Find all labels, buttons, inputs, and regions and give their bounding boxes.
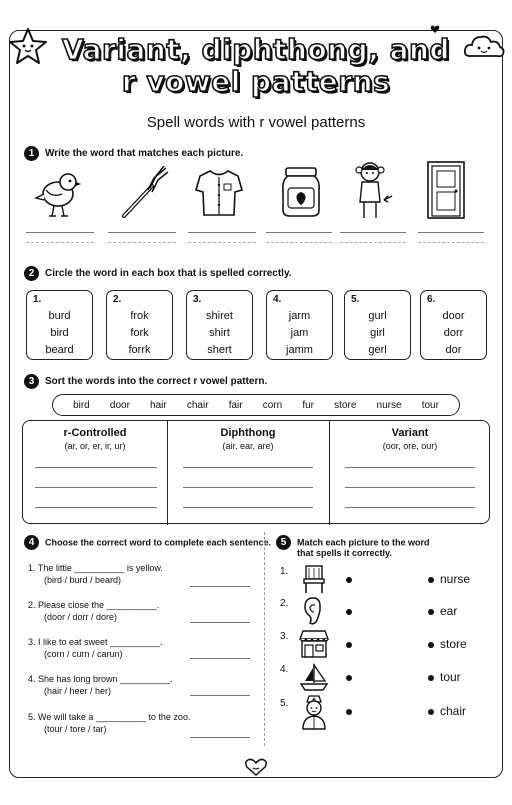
match-dot-left[interactable] bbox=[346, 609, 352, 615]
word-choice[interactable]: gerl bbox=[368, 344, 387, 356]
word-choice[interactable]: dorr bbox=[443, 327, 464, 339]
box-number: 4. bbox=[273, 294, 282, 305]
word-choice[interactable]: door bbox=[442, 310, 465, 322]
section-number-badge: 3 bbox=[24, 374, 39, 389]
section-1-heading bbox=[24, 146, 243, 161]
word-choice[interactable]: shirt bbox=[209, 327, 230, 339]
match-row bbox=[280, 631, 490, 661]
word-choice-box bbox=[420, 290, 487, 360]
sort-column-diphthong bbox=[167, 421, 329, 525]
sentence-options: (corn / curn / carun) bbox=[44, 649, 123, 659]
sentence-text: 3. I like to eat sweet __________. bbox=[28, 637, 163, 647]
bird-icon bbox=[34, 166, 82, 220]
match-number: 3. bbox=[280, 631, 289, 642]
word-choice-box bbox=[344, 290, 411, 360]
title-line-2: r vowel patterns bbox=[121, 65, 391, 98]
word-bank-item: nurse bbox=[376, 399, 402, 411]
answer-guide bbox=[340, 242, 406, 243]
match-dot-left[interactable] bbox=[346, 642, 352, 648]
answer-line[interactable] bbox=[35, 487, 157, 488]
page-title bbox=[40, 34, 472, 98]
section-4-heading bbox=[24, 535, 271, 550]
word-choice[interactable]: bird bbox=[50, 327, 69, 339]
word-choice-box bbox=[26, 290, 93, 360]
column-heading: Variant bbox=[391, 427, 429, 439]
word-bank-item: store bbox=[334, 399, 357, 411]
match-dot-right[interactable] bbox=[428, 642, 434, 648]
jam-jar-icon bbox=[280, 166, 322, 218]
answer-line[interactable] bbox=[26, 232, 94, 233]
match-word: ear bbox=[440, 604, 458, 618]
match-dot-right[interactable] bbox=[428, 609, 434, 615]
heart-icon bbox=[244, 757, 268, 777]
word-bank-item: door bbox=[109, 399, 130, 411]
word-choice[interactable]: dor bbox=[445, 344, 462, 356]
match-word: chair bbox=[440, 704, 467, 718]
ear-icon bbox=[302, 596, 326, 626]
answer-guide bbox=[418, 242, 484, 243]
sentence-text: 2. Please close the __________. bbox=[28, 600, 160, 610]
sentence-item bbox=[28, 674, 173, 696]
store-icon bbox=[298, 629, 330, 659]
sentence-options: (door / dorr / dore) bbox=[44, 612, 118, 622]
match-number: 4. bbox=[280, 664, 289, 675]
boat-icon bbox=[298, 662, 330, 692]
answer-line[interactable] bbox=[266, 232, 332, 233]
column-patterns: (air, ear, are) bbox=[222, 441, 274, 451]
section-5-instruction: Match each picture to the word bbox=[297, 537, 430, 548]
answer-line[interactable] bbox=[108, 232, 176, 233]
word-choice[interactable]: shert bbox=[207, 344, 232, 356]
word-bank-item: hair bbox=[150, 399, 167, 411]
section-3-instruction: Sort the words into the correct r vowel pattern. bbox=[45, 376, 268, 387]
nurse-icon bbox=[298, 694, 330, 730]
word-choice-box bbox=[266, 290, 333, 360]
sentence-options: (tour / tore / tar) bbox=[44, 724, 107, 734]
word-choice[interactable]: frok bbox=[130, 310, 149, 322]
word-bank-item: fair bbox=[228, 399, 243, 411]
sort-table bbox=[22, 420, 490, 524]
column-patterns: (ar, or, er, ir, ur) bbox=[64, 441, 126, 451]
match-number: 2. bbox=[280, 598, 289, 609]
match-dot-left[interactable] bbox=[346, 577, 352, 583]
answer-line[interactable] bbox=[183, 507, 313, 508]
word-choice[interactable]: jarm bbox=[288, 310, 311, 322]
match-dot-right[interactable] bbox=[428, 709, 434, 715]
word-choice-box bbox=[186, 290, 253, 360]
answer-line[interactable] bbox=[345, 487, 475, 488]
column-patterns: (oor, ore, our) bbox=[382, 441, 438, 451]
answer-guide bbox=[26, 242, 94, 243]
word-choice[interactable]: shiret bbox=[206, 310, 233, 322]
answer-line[interactable] bbox=[190, 737, 250, 738]
match-row bbox=[280, 598, 490, 628]
match-word: nurse bbox=[440, 572, 471, 586]
girl-icon bbox=[348, 160, 404, 222]
sentence-text: 4. She has long brown __________. bbox=[28, 674, 173, 684]
word-choice[interactable]: gurl bbox=[368, 310, 387, 322]
match-row bbox=[280, 664, 490, 694]
word-choice-box bbox=[106, 290, 173, 360]
answer-guide bbox=[188, 242, 256, 243]
section-3-heading bbox=[24, 374, 267, 389]
answer-line[interactable] bbox=[35, 467, 157, 468]
sentence-text: 1. The little __________ is yellow. bbox=[28, 563, 163, 573]
sentence-options: (bird / burd / beard) bbox=[44, 575, 122, 585]
section-1-instruction: Write the word that matches each picture. bbox=[45, 148, 244, 159]
word-choice[interactable]: girl bbox=[370, 327, 385, 339]
sentence-item bbox=[28, 563, 163, 585]
column-heading: Diphthong bbox=[220, 427, 276, 439]
section-2-heading bbox=[24, 266, 292, 281]
answer-line[interactable] bbox=[340, 232, 406, 233]
box-number: 6. bbox=[427, 294, 436, 305]
word-bank-item: bird bbox=[73, 399, 90, 411]
answer-line[interactable] bbox=[418, 232, 484, 233]
match-dot-right[interactable] bbox=[428, 675, 434, 681]
section-number-badge: 2 bbox=[24, 266, 39, 281]
section-divider bbox=[264, 532, 265, 746]
door-icon bbox=[426, 160, 466, 220]
subtitle: Spell words with r vowel patterns bbox=[146, 114, 366, 131]
match-dot-right[interactable] bbox=[428, 577, 434, 583]
section-number-badge: 1 bbox=[24, 146, 39, 161]
answer-line[interactable] bbox=[190, 695, 250, 696]
sort-column-r-controlled bbox=[23, 421, 167, 525]
column-heading: r-Controlled bbox=[63, 427, 127, 439]
section-number-badge: 5 bbox=[276, 535, 291, 550]
box-number: 1. bbox=[33, 294, 42, 305]
match-dot-left[interactable] bbox=[346, 709, 352, 715]
match-word: tour bbox=[440, 670, 461, 684]
sentence-item bbox=[28, 637, 163, 659]
word-choice[interactable]: forrk bbox=[128, 344, 151, 356]
word-bank-item: corn bbox=[262, 399, 283, 411]
box-number: 5. bbox=[351, 294, 360, 305]
match-dot-left[interactable] bbox=[346, 675, 352, 681]
word-bank bbox=[52, 394, 460, 416]
word-choice[interactable]: jamm bbox=[286, 344, 313, 356]
word-bank-item: tour bbox=[421, 399, 439, 411]
sort-column-variant bbox=[329, 421, 491, 525]
word-choice[interactable]: fork bbox=[130, 327, 149, 339]
section-2-instruction: Circle the word in each box that is spelled correctly. bbox=[45, 268, 292, 279]
sentence-item bbox=[28, 600, 159, 622]
answer-line[interactable] bbox=[35, 507, 157, 508]
match-word: store bbox=[440, 637, 467, 651]
word-bank-item: chair bbox=[186, 399, 209, 411]
answer-line[interactable] bbox=[188, 232, 256, 233]
answer-line[interactable] bbox=[345, 507, 475, 508]
sentence-text: 5. We will take a __________ to the zoo. bbox=[28, 712, 191, 722]
match-row bbox=[280, 566, 490, 596]
box-number: 2. bbox=[113, 294, 122, 305]
sentence-options: (hair / heer / her) bbox=[44, 686, 112, 696]
section-5-instruction-line-2: that spells it correctly. bbox=[297, 548, 392, 558]
answer-guide bbox=[108, 242, 176, 243]
word-choice[interactable]: beard bbox=[45, 344, 74, 356]
match-row bbox=[280, 698, 490, 728]
answer-line[interactable] bbox=[190, 622, 250, 623]
box-number: 3. bbox=[193, 294, 202, 305]
fork-icon bbox=[118, 166, 170, 220]
answer-line[interactable] bbox=[183, 467, 313, 468]
shirt-icon bbox=[194, 168, 244, 218]
match-number: 5. bbox=[280, 698, 289, 709]
answer-guide bbox=[266, 242, 332, 243]
answer-line[interactable] bbox=[190, 658, 250, 659]
answer-line[interactable] bbox=[190, 586, 250, 587]
section-number-badge: 4 bbox=[24, 535, 39, 550]
section-4-instruction: Choose the correct word to complete each sentence. bbox=[45, 537, 272, 548]
answer-line[interactable] bbox=[183, 487, 313, 488]
title-line-1: Variant, diphthong, and bbox=[62, 33, 450, 66]
word-bank-item: fur bbox=[302, 399, 315, 411]
answer-line[interactable] bbox=[345, 467, 475, 468]
sentence-item bbox=[28, 712, 190, 734]
match-number: 1. bbox=[280, 566, 289, 577]
word-choice[interactable]: jam bbox=[290, 327, 309, 339]
word-choice[interactable]: burd bbox=[48, 310, 71, 322]
chair-icon bbox=[300, 564, 328, 594]
